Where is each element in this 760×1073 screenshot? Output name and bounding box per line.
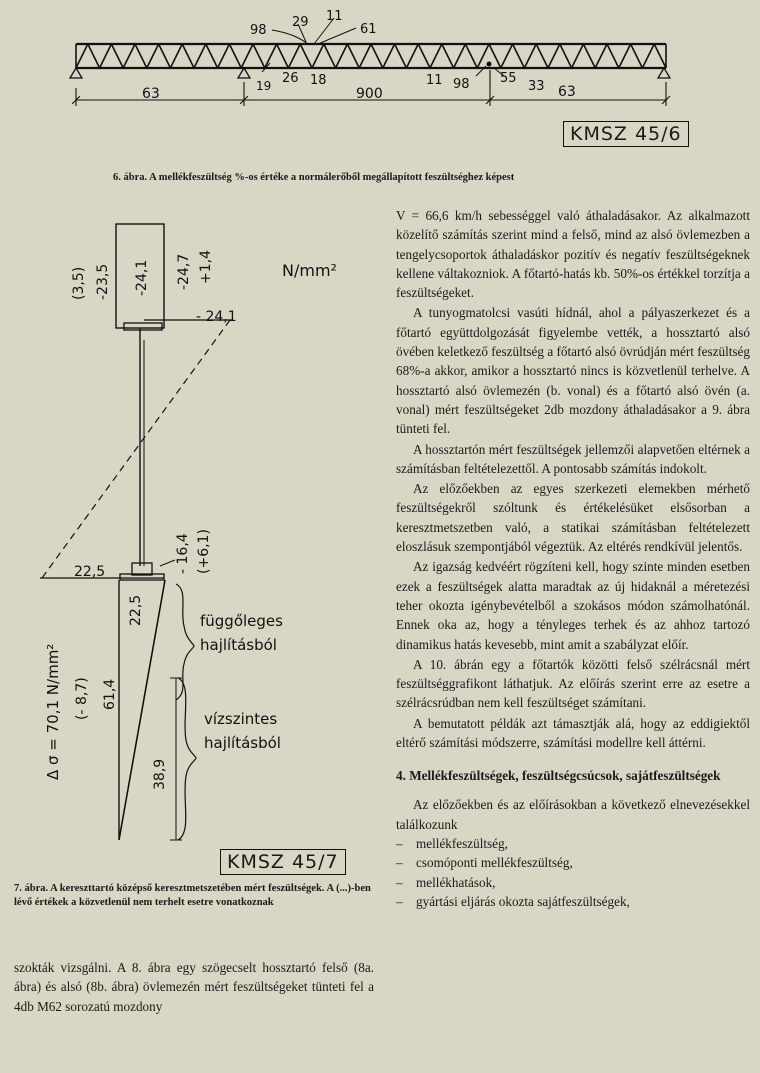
label-minus-16-4: - 16,4 xyxy=(175,533,191,574)
label-98b: 98 xyxy=(453,77,470,92)
figure7-stress-diagram xyxy=(0,205,390,885)
label-55: 55 xyxy=(500,71,517,86)
label-33: 33 xyxy=(528,79,545,94)
text-vizszintes: vízszintes xyxy=(204,710,278,728)
label-19: 19 xyxy=(256,79,272,93)
label-minus-23-5: -23,5 xyxy=(95,263,111,300)
right-support-icon xyxy=(658,68,670,78)
figure7-caption: 7. ábra. A kereszttartó középső keresztmetszetében mért feszültségek. A (...)-ben lévő értékek a közvetlenül nem terhelt esetre vonatkoznak xyxy=(14,883,371,908)
label-22-5-left: 22,5 xyxy=(74,564,106,580)
section-heading: 4. Mellékfeszültségek, feszültségcsúcsok, sajátfeszültségek xyxy=(396,768,721,784)
label-11a: 11 xyxy=(326,9,343,24)
list-item: – gyártási eljárás okozta sajátfeszültségek, xyxy=(396,892,750,911)
label-minus-24-7: -24,7 xyxy=(176,253,192,290)
term-list xyxy=(396,834,750,911)
figure6-caption: 6. ábra. A mellékfeszültség %-os értéke a normálerőből megállapított feszültséghez képest xyxy=(113,172,515,183)
figure6-stamp: KMSZ 45/6 xyxy=(563,121,689,147)
dim-middle: 900 xyxy=(356,86,383,102)
label-29: 29 xyxy=(292,15,309,30)
label-22-5-inner: 22,5 xyxy=(128,594,144,626)
right-p4: Az előzőekben az egyes szerkezeti elemekben mérhető feszültségekről szóltunk és értékelésüket elsősorban a keresztmetszetben való, a statikai számításban feltételezett eloszlásuk szempontjából végeztük. Az eltérés rendkívül jelentős. xyxy=(396,481,750,555)
left-column-text xyxy=(14,958,374,1016)
right-p2: A tunyogmatolcsi vasúti hídnál, ahol a pályaszerkezet és a főtartó együttdolgozását figyelembe vették, a hossztartó alsó övében keletkező feszültség a főtartó alsó övrúdján mért feszültség 68%-a akkor, amikor a hossztartó nincs is közvetlenül terhelve. A hossztartó alsó övlemezén (b. vonal) és a főtartó alsó övén (a. vonal) mért feszültségeket 2db mozdony áthaladásakor a 9. ábra tünteti fel. xyxy=(396,305,750,437)
right-column xyxy=(396,206,750,911)
dim-right: 63 xyxy=(558,84,576,100)
label-3-5: (3,5) xyxy=(71,266,87,300)
right-p7: A bemutatott példák azt támasztják alá, hogy az eddigiektől eltérő számítási módszerre, számítási modellre kell áttérni. xyxy=(396,715,750,751)
left-paragraph: szokták vizsgálni. A 8. ábra egy szögecselt hossztartó felső (8a. ábra) és alsó (8b. ábra) övlemezén mért feszültségeket tünteti fel a 4db M62 sorozatú mozdony xyxy=(14,960,374,1014)
unit-label: N/mm² xyxy=(282,261,337,280)
right-p5: Az igazság kedvéért rögzíteni kell, hogy szinte minden esetben ezek a feszültségek alatta maradtak az új hidaknál a méretezési teher okozta igénybevételből a szokásos módon számolhatónál. Ennek oka az, hogy a tényleges terhek és az ahhoz tartozó dinamikus hatás kevesebb, mint amit a szabályzat előír. xyxy=(396,559,750,652)
text-hajlitasbol-2: hajlításból xyxy=(204,734,281,752)
label-plus-6-1: (+6,1) xyxy=(196,529,212,574)
label-18: 18 xyxy=(310,73,327,88)
mid-support-icon xyxy=(238,68,250,78)
right-p6: A 10. ábrán egy a főtartók közötti felső szélrácsnál mért feszültséggrafikont láthatjuk. Az előírás szerint erre az esetre a szélrácsrúdban nem kell feszültséget számítani. xyxy=(396,656,750,711)
right-p3: A hossztartón mért feszültségek jellemzői alapvetően eltérnek a számításban feltételezettől. A pontosabb számítás indokolt. xyxy=(396,441,750,476)
delta-paren-label: (- 8,7) xyxy=(74,677,90,720)
list-item: – mellékhatások, xyxy=(396,873,750,892)
label-11b: 11 xyxy=(426,73,443,88)
label-61: 61 xyxy=(360,22,377,37)
text-hajlitasbol-1: hajlításból xyxy=(200,636,277,654)
label-98a: 98 xyxy=(250,23,267,38)
right-p8: Az előzőekben és az előírásokban a következő elnevezésekkel találkozunk xyxy=(396,797,750,832)
figure7-stamp: KMSZ 45/7 xyxy=(220,849,346,875)
delta-sigma-label: Δ σ = 70,1 N/mm² xyxy=(44,643,62,780)
label-38-9: 38,9 xyxy=(152,758,168,790)
list-item: – mellékfeszültség, xyxy=(396,834,750,853)
right-p1: V = 66,6 km/h sebességgel való áthaladásakor. Az alkalmazott közelítő számítás szerint mind a felső, mind az alsó övlemezben a tengelycsoportok áthaladáskor pozitív és negatív feszültségeknek kellene váltakozniok. A főtartó-hatás kb. 50%-os értékkel torzítja a feszültségeket. xyxy=(396,208,750,301)
left-support-icon xyxy=(70,68,82,78)
label-minus-24-1-mid: - 24,1 xyxy=(196,309,237,325)
label-26: 26 xyxy=(282,71,299,86)
list-item: – csomóponti mellékfeszültség, xyxy=(396,853,750,872)
label-minus-24-1-top: -24,1 xyxy=(134,259,150,296)
text-fuggoleges: függőleges xyxy=(200,612,283,630)
label-plus-1-4: +1,4 xyxy=(198,250,214,284)
dim-left: 63 xyxy=(142,86,160,102)
label-61-4: 61,4 xyxy=(102,678,118,710)
